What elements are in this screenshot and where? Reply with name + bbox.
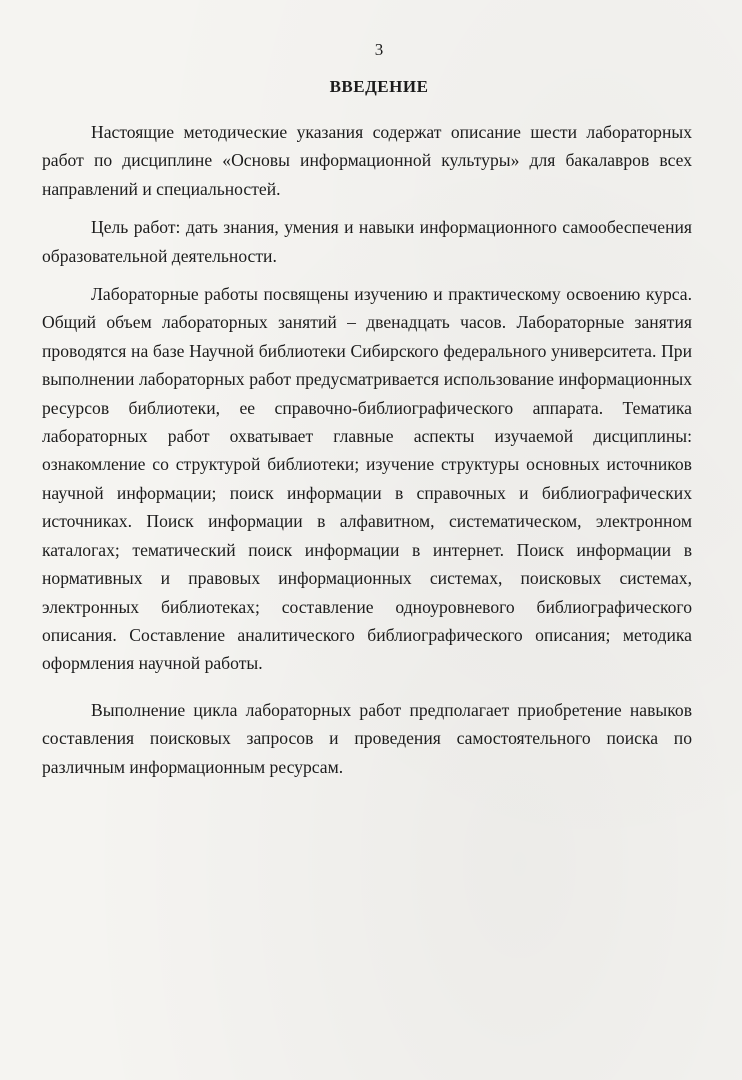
paragraph-goal: Цель работ: дать знания, умения и навыки информационного самообеспечения образовательной деятельности. (42, 217, 692, 266)
paragraph-intro: Настоящие методические указания содержат описание шести лабораторных работ по дисциплине «Основы информационной культуры» для бакалавров всех направлений и специальностей. (42, 122, 692, 199)
paragraph-outcome: Выполнение цикла лабораторных работ предполагает приобретение навыков составления поисковых запросов и проведения самостоятельного поиска по различным информационным ресурсам. (42, 699, 692, 777)
paragraph-lab-description: Лабораторные работы посвящены изучению и практическому освоению курса. Общий объем лабораторных занятий – двенадцать часов. Лабораторные занятия проводятся на базе Научной библиотеки Сибирского федерального университета. При выполнении лабораторных работ предусматривается использование информационных ресурсов библиотеки, ее справочно-библиографического аппарата. Тематика лабораторных работ охватывает главные аспекты изучаемой дисциплины: ознакомление со структурой библиотеки; изучение структуры основных источников научной информации; поиск информации в справочных и библиографических источниках. Поиск информации в алфавитном, систематическом, электронном каталогах; тематический поиск информации в интернет. Поиск информации в нормативных и правовых информационных системах, поисковых системах, электронных библиотеках; составление одноуровневого библиографического описания. Составление аналитического библиографического описания; методика оформления научной работы. (42, 284, 692, 674)
page-number: 3 (374, 40, 384, 59)
section-heading: ВВЕДЕНИЕ (329, 77, 429, 96)
body-text (42, 118, 692, 781)
